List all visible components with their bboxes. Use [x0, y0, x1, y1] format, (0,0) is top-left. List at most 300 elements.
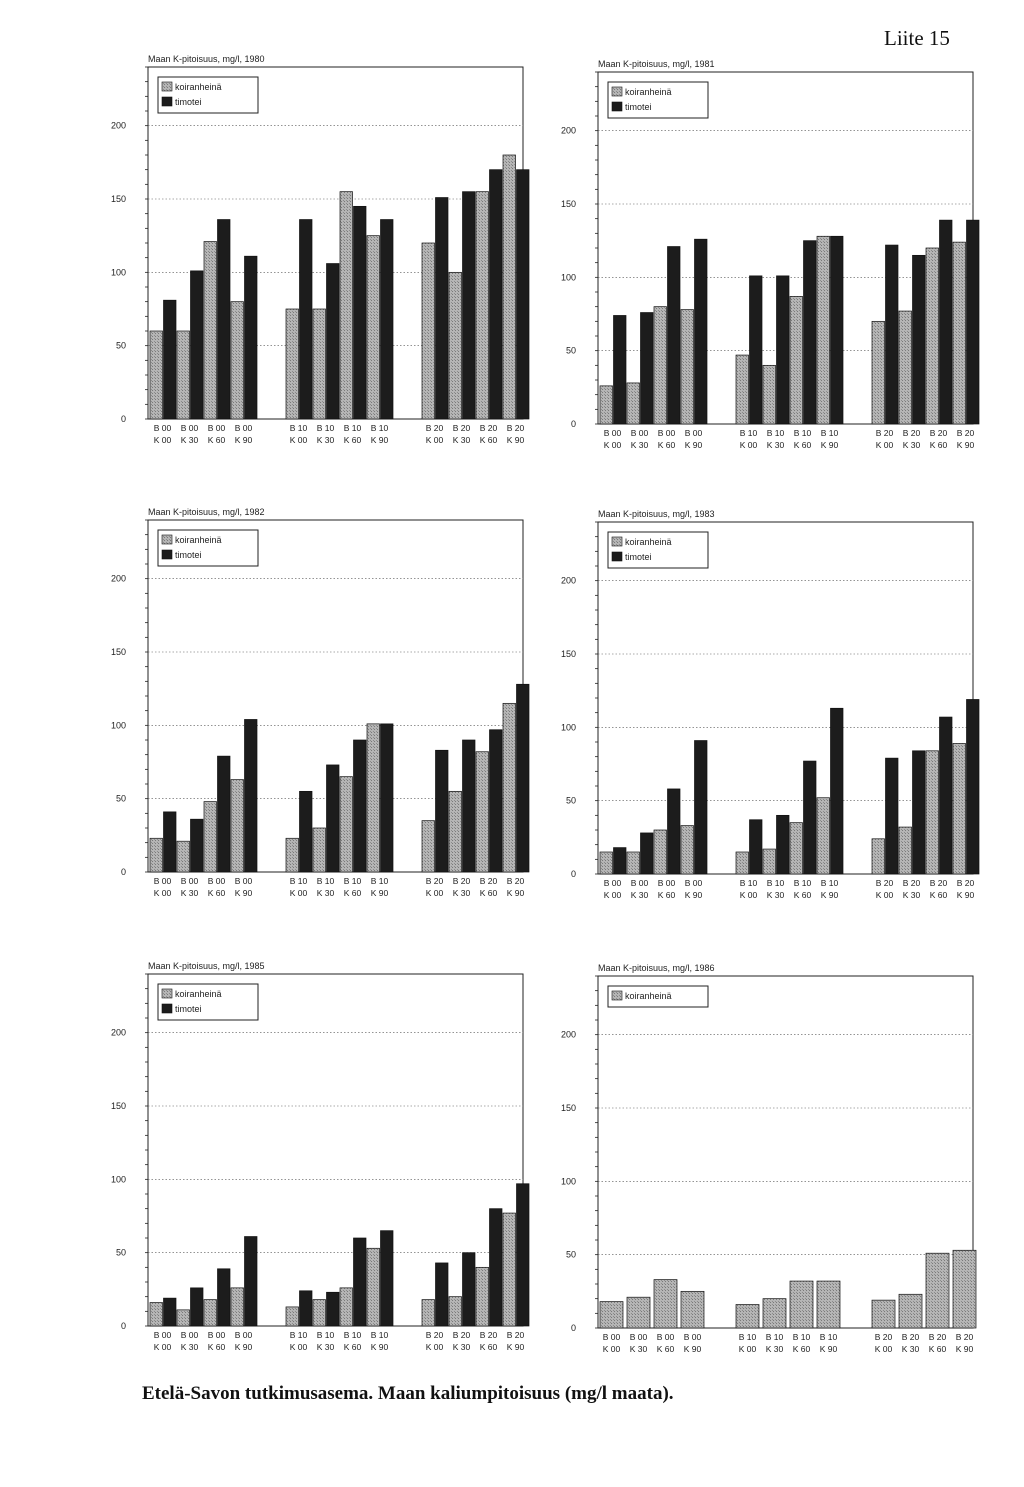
legend-swatch	[612, 87, 622, 96]
legend-label: timotei	[175, 97, 202, 107]
bar-koiranheina	[790, 1281, 813, 1328]
bar-koiranheina	[449, 791, 462, 872]
bar-timotei	[641, 833, 654, 874]
bar-koiranheina	[600, 852, 613, 874]
y-tick-label: 100	[110, 267, 126, 278]
legend-swatch	[162, 1004, 172, 1013]
x-label-top: B 10	[343, 876, 362, 886]
bar-timotei	[327, 765, 340, 872]
x-label-bottom: K 90	[506, 435, 525, 445]
bar-timotei	[886, 245, 899, 424]
bar-koiranheina	[654, 1280, 677, 1328]
bar-koiranheina	[286, 838, 299, 872]
bar-koiranheina	[953, 242, 966, 424]
legend-swatch	[612, 552, 622, 561]
x-label-bottom: K 00	[289, 435, 308, 445]
x-label-bottom: K 90	[370, 888, 389, 898]
page-label: Liite 15	[884, 26, 950, 50]
y-tick-label: 50	[565, 1249, 576, 1260]
x-label-bottom: K 00	[289, 888, 308, 898]
x-label-bottom: K 00	[425, 1342, 444, 1352]
bar-timotei	[164, 1298, 177, 1326]
x-label-top: B 10	[316, 1330, 335, 1340]
bar-koiranheina	[872, 839, 885, 874]
bar-koiranheina	[449, 1297, 462, 1326]
x-label-bottom: K 30	[316, 1342, 335, 1352]
chart-1981	[560, 50, 990, 470]
chart-title: Maan K-pitoisuus, mg/l, 1982	[148, 507, 265, 517]
bar-timotei	[245, 719, 258, 872]
bar-timotei	[463, 192, 476, 419]
x-label-bottom: K 30	[180, 1342, 199, 1352]
x-label-bottom: K 90	[955, 1344, 974, 1354]
bar-koiranheina	[286, 1307, 299, 1326]
x-label-top: B 20	[452, 423, 471, 433]
y-tick-label: 50	[565, 795, 576, 806]
x-label-bottom: K 30	[316, 435, 335, 445]
bar-koiranheina	[313, 1300, 326, 1326]
bar-timotei	[517, 684, 530, 872]
x-label-bottom: K 60	[479, 1342, 498, 1352]
legend-label: koiranheinä	[175, 989, 222, 999]
x-label-bottom: K 60	[793, 440, 812, 450]
y-tick-label: 200	[560, 125, 576, 136]
x-label-top: B 00	[207, 876, 226, 886]
bar-timotei	[463, 740, 476, 872]
x-label-top: B 20	[875, 878, 894, 888]
legend-label: koiranheinä	[625, 537, 672, 547]
x-label-bottom: K 00	[875, 440, 894, 450]
bar-timotei	[218, 220, 231, 419]
x-label-bottom: K 30	[180, 435, 199, 445]
bar-koiranheina	[150, 1303, 163, 1326]
x-label-top: B 00	[207, 423, 226, 433]
x-label-top: B 10	[793, 878, 812, 888]
bar-timotei	[436, 750, 449, 872]
bar-timotei	[804, 761, 817, 874]
x-label-bottom: K 60	[656, 1344, 675, 1354]
y-tick-label: 150	[110, 1101, 126, 1111]
x-label-top: B 10	[370, 1330, 389, 1340]
bar-koiranheina	[899, 311, 912, 424]
bar-timotei	[354, 206, 367, 419]
bar-koiranheina	[790, 296, 803, 424]
bar-koiranheina	[681, 1291, 704, 1328]
bar-koiranheina	[817, 1281, 840, 1328]
legend-swatch	[612, 991, 622, 1000]
x-label-bottom: K 60	[929, 890, 948, 900]
x-label-top: B 10	[289, 1330, 308, 1340]
bar-timotei	[940, 717, 953, 874]
bar-koiranheina	[953, 1250, 976, 1328]
bar-timotei	[490, 1209, 503, 1326]
x-label-bottom: K 60	[343, 888, 362, 898]
x-label-top: B 20	[929, 428, 948, 438]
figure-caption: Etelä-Savon tutkimusasema. Maan kaliumpitoisuus (mg/l maata).	[142, 1383, 674, 1404]
bar-timotei	[886, 758, 899, 874]
x-label-bottom: K 90	[684, 890, 703, 900]
x-label-top: B 00	[180, 423, 199, 433]
bar-timotei	[517, 170, 530, 419]
x-label-bottom: K 00	[425, 888, 444, 898]
bar-koiranheina	[600, 386, 613, 424]
y-tick-label: 100	[110, 720, 126, 731]
bar-koiranheina	[654, 830, 667, 874]
bar-koiranheina	[422, 243, 435, 419]
bar-timotei	[750, 276, 763, 424]
chart-title: Maan K-pitoisuus, mg/l, 1985	[148, 961, 265, 971]
chart-1980	[110, 45, 540, 465]
bar-koiranheina	[503, 155, 516, 419]
bar-koiranheina	[681, 826, 694, 874]
y-tick-label: 100	[560, 722, 576, 733]
x-label-top: B 10	[819, 1332, 838, 1342]
x-label-top: B 00	[180, 876, 199, 886]
x-label-top: B 10	[316, 423, 335, 433]
x-label-bottom: K 60	[793, 890, 812, 900]
bar-koiranheina	[204, 242, 217, 419]
bar-koiranheina	[231, 302, 244, 419]
x-label-top: B 20	[425, 423, 444, 433]
x-label-top: B 00	[207, 1330, 226, 1340]
bar-timotei	[327, 1292, 340, 1326]
x-label-top: B 10	[370, 876, 389, 886]
bar-koiranheina	[150, 331, 163, 419]
x-label-bottom: K 90	[956, 890, 975, 900]
x-label-top: B 20	[902, 878, 921, 888]
x-label-top: B 20	[506, 876, 525, 886]
bar-timotei	[218, 756, 231, 872]
bar-koiranheina	[150, 838, 163, 872]
bar-timotei	[614, 848, 627, 874]
y-tick-label: 150	[560, 199, 576, 209]
x-label-top: B 20	[506, 423, 525, 433]
bar-timotei	[777, 815, 790, 874]
x-label-bottom: K 90	[956, 440, 975, 450]
x-label-top: B 20	[929, 878, 948, 888]
x-label-bottom: K 00	[875, 890, 894, 900]
bar-timotei	[777, 276, 790, 424]
chart-title: Maan K-pitoisuus, mg/l, 1981	[598, 59, 715, 69]
x-label-top: B 00	[630, 428, 649, 438]
x-label-top: B 20	[425, 1330, 444, 1340]
x-label-bottom: K 90	[506, 1342, 525, 1352]
x-label-bottom: K 60	[479, 888, 498, 898]
y-tick-label: 200	[560, 1029, 576, 1040]
x-label-bottom: K 60	[479, 435, 498, 445]
x-label-top: B 00	[180, 1330, 199, 1340]
x-label-bottom: K 30	[902, 440, 921, 450]
x-label-bottom: K 30	[902, 890, 921, 900]
y-tick-label: 0	[120, 1321, 126, 1331]
x-label-top: B 00	[657, 878, 676, 888]
bar-timotei	[490, 730, 503, 872]
bar-timotei	[436, 198, 449, 419]
bar-koiranheina	[204, 802, 217, 872]
x-label-bottom: K 60	[343, 435, 362, 445]
x-label-top: B 20	[452, 876, 471, 886]
y-tick-label: 50	[115, 793, 126, 804]
y-tick-label: 150	[560, 1103, 576, 1113]
bar-timotei	[913, 751, 926, 874]
y-tick-label: 150	[110, 647, 126, 657]
x-label-bottom: K 30	[180, 888, 199, 898]
x-label-bottom: K 00	[739, 440, 758, 450]
bar-koiranheina	[476, 192, 489, 419]
chart-1985	[110, 952, 540, 1372]
x-label-bottom: K 00	[153, 435, 172, 445]
x-label-bottom: K 90	[234, 888, 253, 898]
bar-timotei	[300, 791, 313, 872]
x-label-bottom: K 00	[603, 890, 622, 900]
x-label-top: B 10	[793, 428, 812, 438]
bar-koiranheina	[422, 821, 435, 872]
x-label-top: B 10	[289, 423, 308, 433]
x-label-top: B 10	[820, 428, 839, 438]
y-tick-label: 50	[115, 340, 126, 351]
legend-swatch	[162, 97, 172, 106]
x-label-top: B 20	[874, 1332, 893, 1342]
bar-koiranheina	[449, 272, 462, 419]
bar-koiranheina	[926, 248, 939, 424]
chart-1986	[560, 954, 990, 1374]
x-label-bottom: K 30	[452, 1342, 471, 1352]
bar-koiranheina	[340, 777, 353, 872]
x-label-top: B 10	[792, 1332, 811, 1342]
y-tick-label: 0	[570, 419, 576, 429]
bar-koiranheina	[204, 1300, 217, 1326]
bar-timotei	[463, 1253, 476, 1326]
x-label-bottom: K 30	[766, 890, 785, 900]
bar-timotei	[614, 315, 627, 424]
x-label-top: B 00	[683, 1332, 702, 1342]
x-label-top: B 20	[479, 423, 498, 433]
x-label-bottom: K 90	[820, 440, 839, 450]
bar-koiranheina	[503, 1213, 516, 1326]
chart-title: Maan K-pitoisuus, mg/l, 1986	[598, 963, 715, 973]
x-label-bottom: K 60	[792, 1344, 811, 1354]
chart-1982	[110, 498, 540, 918]
bar-timotei	[695, 239, 708, 424]
x-label-bottom: K 60	[207, 435, 226, 445]
bar-koiranheina	[503, 703, 516, 872]
x-label-bottom: K 60	[207, 888, 226, 898]
x-label-top: B 20	[425, 876, 444, 886]
y-tick-label: 200	[110, 1027, 126, 1038]
x-label-top: B 20	[956, 878, 975, 888]
x-label-top: B 00	[603, 428, 622, 438]
x-label-bottom: K 00	[603, 440, 622, 450]
x-label-top: B 10	[343, 423, 362, 433]
x-label-top: B 10	[766, 878, 785, 888]
bar-koiranheina	[872, 1300, 895, 1328]
bar-koiranheina	[286, 309, 299, 419]
bar-koiranheina	[177, 841, 190, 872]
bar-koiranheina	[953, 743, 966, 874]
y-tick-label: 100	[110, 1174, 126, 1185]
x-label-bottom: K 60	[928, 1344, 947, 1354]
x-label-top: B 10	[343, 1330, 362, 1340]
bar-timotei	[668, 789, 681, 874]
bar-koiranheina	[763, 849, 776, 874]
legend-swatch	[162, 550, 172, 559]
x-label-top: B 10	[766, 428, 785, 438]
bar-koiranheina	[313, 828, 326, 872]
bar-timotei	[967, 220, 980, 424]
bar-koiranheina	[476, 752, 489, 872]
x-label-top: B 20	[479, 876, 498, 886]
x-label-bottom: K 00	[602, 1344, 621, 1354]
x-label-top: B 00	[629, 1332, 648, 1342]
x-label-bottom: K 90	[683, 1344, 702, 1354]
bar-timotei	[641, 313, 654, 424]
x-label-bottom: K 00	[425, 435, 444, 445]
bar-koiranheina	[654, 307, 667, 424]
bar-koiranheina	[899, 1294, 922, 1328]
x-label-bottom: K 00	[739, 890, 758, 900]
legend-label: koiranheinä	[625, 991, 672, 1001]
y-tick-label: 100	[560, 1176, 576, 1187]
bar-timotei	[967, 699, 980, 874]
x-label-top: B 00	[684, 878, 703, 888]
bar-koiranheina	[627, 852, 640, 874]
bar-koiranheina	[600, 1302, 623, 1328]
bar-timotei	[191, 1288, 204, 1326]
bar-koiranheina	[817, 236, 830, 424]
bar-timotei	[191, 819, 204, 872]
x-label-bottom: K 00	[874, 1344, 893, 1354]
x-label-top: B 20	[901, 1332, 920, 1342]
bar-koiranheina	[763, 1299, 786, 1328]
bar-timotei	[695, 741, 708, 874]
legend-label: timotei	[625, 552, 652, 562]
legend-label: timotei	[625, 102, 652, 112]
legend-swatch	[162, 535, 172, 544]
bar-koiranheina	[817, 798, 830, 874]
x-label-top: B 10	[316, 876, 335, 886]
x-label-top: B 10	[739, 428, 758, 438]
legend-label: koiranheinä	[175, 82, 222, 92]
bar-timotei	[940, 220, 953, 424]
x-label-top: B 00	[657, 428, 676, 438]
x-label-bottom: K 30	[452, 888, 471, 898]
bar-timotei	[750, 820, 763, 874]
bar-timotei	[668, 247, 681, 424]
x-label-bottom: K 30	[630, 440, 649, 450]
bar-koiranheina	[340, 192, 353, 419]
legend-swatch	[162, 989, 172, 998]
x-label-top: B 00	[602, 1332, 621, 1342]
x-label-bottom: K 00	[153, 1342, 172, 1352]
bar-timotei	[831, 708, 844, 874]
legend-swatch	[162, 82, 172, 91]
bar-timotei	[913, 255, 926, 424]
x-label-bottom: K 00	[153, 888, 172, 898]
bar-koiranheina	[422, 1300, 435, 1326]
x-label-bottom: K 90	[234, 1342, 253, 1352]
bar-timotei	[245, 256, 258, 419]
x-label-bottom: K 00	[738, 1344, 757, 1354]
y-tick-label: 200	[110, 573, 126, 584]
bar-koiranheina	[367, 236, 380, 419]
x-label-top: B 00	[153, 876, 172, 886]
x-label-bottom: K 90	[820, 890, 839, 900]
bar-koiranheina	[231, 1288, 244, 1326]
x-label-bottom: K 90	[234, 435, 253, 445]
legend-label: timotei	[175, 1004, 202, 1014]
x-label-bottom: K 60	[929, 440, 948, 450]
bar-koiranheina	[763, 365, 776, 424]
y-tick-label: 0	[570, 1323, 576, 1333]
bar-koiranheina	[313, 309, 326, 419]
legend-label: koiranheinä	[175, 535, 222, 545]
x-label-top: B 20	[452, 1330, 471, 1340]
bar-koiranheina	[367, 1248, 380, 1326]
y-tick-label: 50	[565, 345, 576, 356]
bar-koiranheina	[926, 1253, 949, 1328]
bar-koiranheina	[872, 321, 885, 424]
x-label-top: B 10	[765, 1332, 784, 1342]
bar-koiranheina	[231, 780, 244, 872]
x-label-top: B 10	[370, 423, 389, 433]
bar-timotei	[804, 241, 817, 424]
x-label-bottom: K 60	[343, 1342, 362, 1352]
bar-koiranheina	[367, 724, 380, 872]
x-label-bottom: K 00	[289, 1342, 308, 1352]
y-tick-label: 200	[110, 120, 126, 131]
bar-koiranheina	[177, 331, 190, 419]
x-label-top: B 10	[739, 878, 758, 888]
bar-timotei	[436, 1263, 449, 1326]
bar-timotei	[490, 170, 503, 419]
x-label-top: B 00	[153, 423, 172, 433]
x-label-top: B 00	[656, 1332, 675, 1342]
x-label-top: B 20	[955, 1332, 974, 1342]
x-label-bottom: K 90	[506, 888, 525, 898]
bar-koiranheina	[899, 827, 912, 874]
x-label-top: B 20	[875, 428, 894, 438]
x-label-top: B 20	[506, 1330, 525, 1340]
x-label-bottom: K 60	[657, 440, 676, 450]
x-label-bottom: K 30	[765, 1344, 784, 1354]
bar-timotei	[327, 264, 340, 419]
x-label-bottom: K 30	[766, 440, 785, 450]
bar-timotei	[354, 740, 367, 872]
bar-timotei	[354, 1238, 367, 1326]
x-label-bottom: K 30	[316, 888, 335, 898]
bar-timotei	[831, 236, 844, 424]
chart-title: Maan K-pitoisuus, mg/l, 1983	[598, 509, 715, 519]
x-label-bottom: K 90	[370, 435, 389, 445]
legend-label: timotei	[175, 550, 202, 560]
chart-title: Maan K-pitoisuus, mg/l, 1980	[148, 54, 265, 64]
x-label-bottom: K 90	[370, 1342, 389, 1352]
x-label-top: B 00	[234, 423, 253, 433]
x-label-top: B 00	[234, 1330, 253, 1340]
x-label-bottom: K 60	[207, 1342, 226, 1352]
y-tick-label: 150	[110, 194, 126, 204]
legend-label: koiranheinä	[625, 87, 672, 97]
bar-koiranheina	[736, 852, 749, 874]
x-label-top: B 00	[603, 878, 622, 888]
bar-koiranheina	[340, 1288, 353, 1326]
x-label-top: B 10	[289, 876, 308, 886]
y-tick-label: 100	[560, 272, 576, 283]
y-tick-label: 0	[120, 867, 126, 877]
x-label-top: B 10	[820, 878, 839, 888]
x-label-bottom: K 90	[819, 1344, 838, 1354]
bar-koiranheina	[736, 1305, 759, 1328]
